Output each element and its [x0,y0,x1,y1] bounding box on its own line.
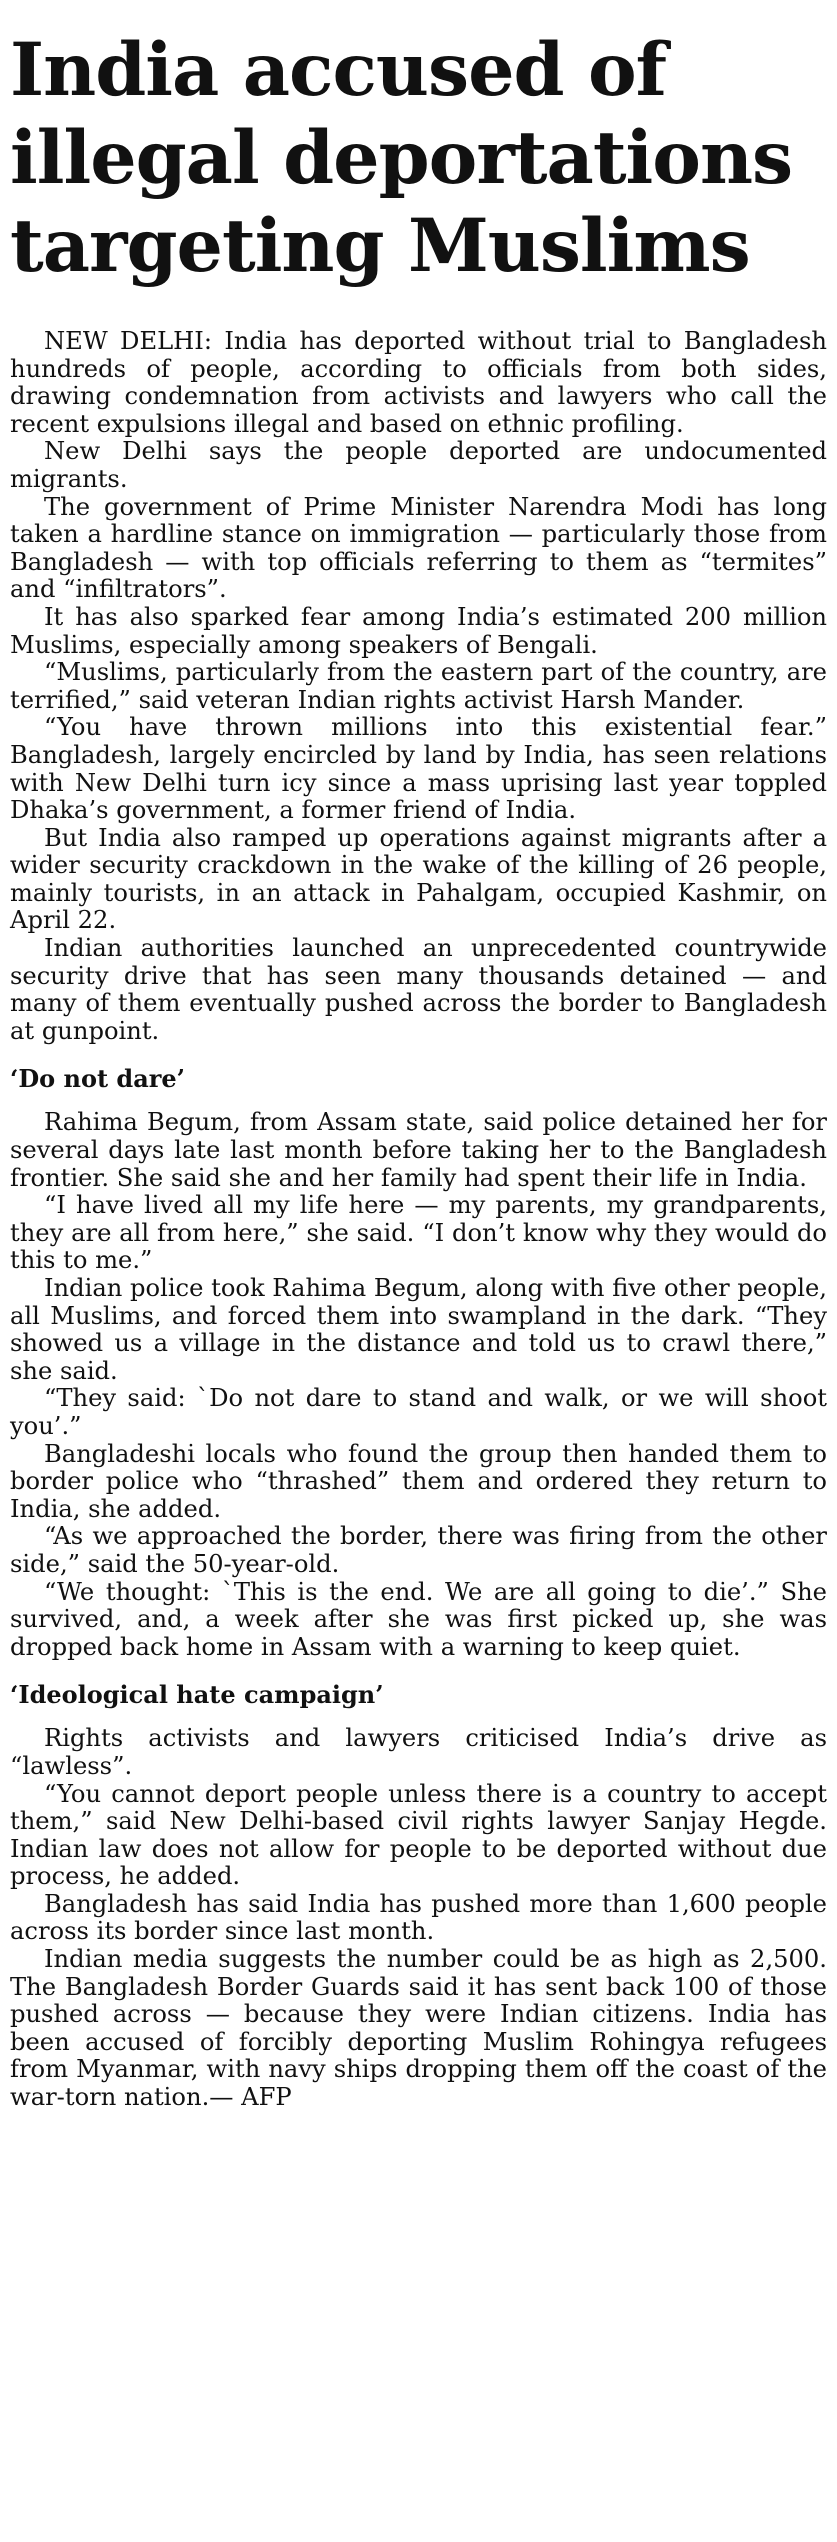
headline-line-2: illegal deportations [10,115,793,201]
paragraph: Indian police took Rahima Begum, along with five other people, all Muslims, and forced them into swampland in the dark. “They showed us a village in the distance and told us to crawl there,” she said. [10,1274,827,1385]
section-do-not-dare [10,1109,827,1661]
paragraph: But India also ramped up operations against migrants after a wider security crackdown in the wake of the killing of 26 people, mainly tourists, in an attack in Pahalgam, occupied Kashmir, on April 22. [10,823,827,935]
paragraph: “We thought: `This is the end. We are all going to die’.” She survived, and, a week after she was first picked up, she was dropped back home in Assam with a warning to keep quiet. [10,1577,827,1661]
article-headline [10,26,827,290]
paragraph: “They said: `Do not dare to stand and walk, or we will shoot you’.” [10,1384,827,1440]
paragraph: “As we approached the border, there was firing from the other side,” said the 50-year-old. [10,1522,827,1578]
article-body [10,328,827,2112]
paragraph: New Delhi says the people deported are undocumented migrants. [10,437,827,493]
paragraph: The government of Prime Minister Narendra Modi has long taken a hardline stance on immigration — particularly those from Bangladesh — with top officials referring to them as “termites” and “infiltrators”. [10,492,827,604]
paragraph: Bangladesh has said India has pushed more than 1,600 people across its border since last month. [10,1889,827,1946]
paragraph: Rahima Begum, from Assam state, said police detained her for several days late last month before taking her to the Bangladesh frontier. She said she and her family had spent their life in India. [10,1108,827,1192]
paragraph: NEW DELHI: India has deported without trial to Bangladesh hundreds of people, according to officials from both sides, drawing condemnation from activists and lawyers who call the recent expulsions illegal and based on ethnic profiling. [10,327,827,438]
paragraph: Indian media suggests the number could be as high as 2,500. The Bangladesh Border Guards said it has sent back 100 of those pushed across — because they were Indian citizens. India has been accused of forcibly deporting Muslim Rohingya refugees from Myanmar, with navy ships dropping them off the coast of the war-torn nation.— AFP [10,1945,827,2112]
section-ideological-hate-campaign [10,1725,827,2111]
paragraph: “I have lived all my life here — my parents, my grandparents, they are all from here,” she said. “I don’t know why they would do this to me.” [10,1191,827,1275]
headline-line-3: targeting Muslims [10,203,750,289]
paragraph: Bangladeshi locals who found the group then handed them to border police who “thrashed” them and ordered they return to India, she added. [10,1439,827,1523]
paragraph: “You cannot deport people unless there is a country to accept them,” said New Delhi-based civil rights lawyer Sanjay Hegde. Indian law does not allow for people to be deported without due process, he added. [10,1779,827,1891]
subheading-ideological-hate-campaign: ‘Ideological hate campaign’ [10,1680,384,1710]
paragraph: “Muslims, particularly from the eastern part of the country, are terrified,” said veteran Indian rights activist Harsh Mander. [10,658,827,714]
paragraph: Indian authorities launched an unprecedented countrywide security drive that has seen many thousands detained — and many of them eventually pushed across the border to Bangladesh at gunpoint. [10,934,827,1045]
paragraph: It has also sparked fear among India’s estimated 200 million Muslims, especially among speakers of Bengali. [10,602,827,659]
headline-line-1: India accused of [10,27,667,113]
paragraph: “You have thrown millions into this existential fear.” Bangladesh, largely encircled by land by India, has seen relations with New Delhi turn icy since a mass uprising last year toppled Dhaka’s government, a former friend of India. [10,713,827,825]
subheading-do-not-dare: ‘Do not dare’ [10,1064,186,1094]
section-intro [10,328,827,1045]
paragraph: Rights activists and lawyers criticised India’s drive as “lawless”. [10,1724,827,1780]
